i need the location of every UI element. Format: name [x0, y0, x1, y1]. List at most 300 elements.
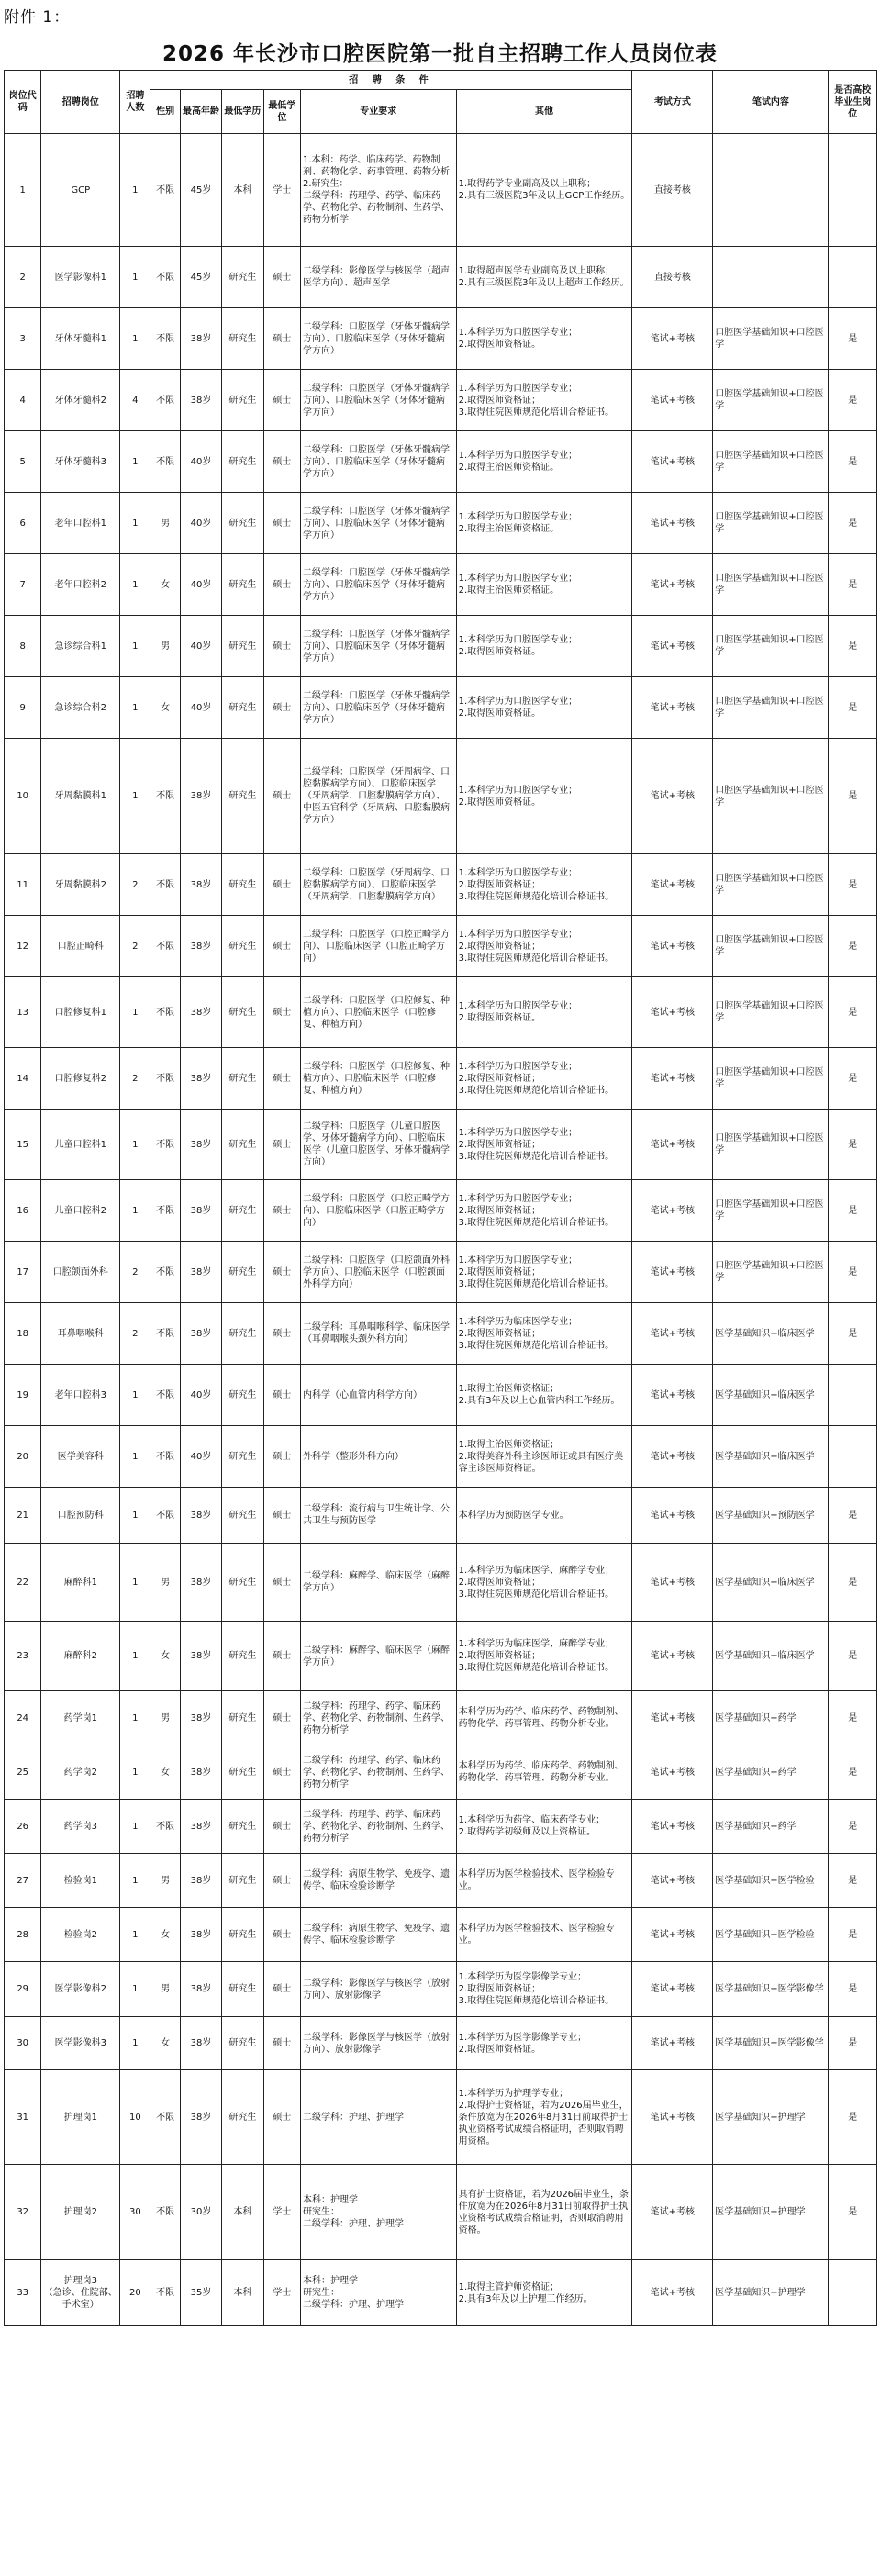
cell-code: 7: [5, 554, 41, 616]
table-row: [5, 554, 877, 616]
cell-written: 口腔医学基础知识+口腔医学: [713, 431, 829, 493]
cell-method: 笔试+考核: [632, 1800, 713, 1854]
cell-degree: 硕士: [263, 431, 300, 493]
table-row: [5, 1303, 877, 1365]
cell-count: 1: [120, 134, 150, 247]
cell-gender: 不限: [150, 1048, 180, 1110]
cell-other: 1.本科学历为临床医学专业； 2.取得医师资格证； 3.取得住院医师规范化培训合格证书。: [456, 1303, 632, 1365]
cell-method: 笔试+考核: [632, 1544, 713, 1622]
cell-edu: 研究生: [222, 308, 263, 370]
cell-major: 二级学科：麻醉学、临床医学（麻醉学方向）: [301, 1622, 457, 1691]
cell-gender: 男: [150, 1854, 180, 1908]
cell-major: 二级学科：流行病与卫生统计学、公共卫生与预防医学: [301, 1488, 457, 1544]
header-age: 最高年龄: [180, 90, 221, 134]
cell-count: 2: [120, 854, 150, 916]
cell-post: 老年口腔科3: [41, 1365, 120, 1426]
cell-other: 1.本科学历为口腔医学专业； 2.取得医师资格证； 3.取得住院医师规范化培训合格证书。: [456, 854, 632, 916]
table-row: [5, 1691, 877, 1745]
cell-post: 牙周黏膜科1: [41, 739, 120, 854]
cell-other: 1.本科学历为临床医学、麻醉学专业； 2.取得医师资格证； 3.取得住院医师规范化培训合格证书。: [456, 1544, 632, 1622]
cell-edu: 研究生: [222, 1908, 263, 1962]
cell-degree: 硕士: [263, 1854, 300, 1908]
table-row: [5, 1365, 877, 1426]
cell-age: 40岁: [180, 677, 221, 739]
cell-degree: 硕士: [263, 2017, 300, 2070]
cell-count: 1: [120, 2017, 150, 2070]
cell-degree: 硕士: [263, 1745, 300, 1800]
table-row: [5, 1180, 877, 1242]
cell-post: 牙体牙髓科2: [41, 370, 120, 431]
cell-count: 1: [120, 1622, 150, 1691]
cell-other: 本科学历为医学检验技术、医学检验专业。: [456, 1908, 632, 1962]
cell-count: 1: [120, 677, 150, 739]
cell-degree: 硕士: [263, 1544, 300, 1622]
cell-count: 1: [120, 1962, 150, 2017]
cell-other: 1.本科学历为口腔医学专业； 2.取得医师资格证； 3.取得住院医师规范化培训合格证书。: [456, 1180, 632, 1242]
cell-degree: 硕士: [263, 1908, 300, 1962]
attachment-label: 附件 1：: [4, 8, 71, 27]
cell-edu: 研究生: [222, 431, 263, 493]
cell-age: 38岁: [180, 370, 221, 431]
cell-other: 1.本科学历为口腔医学专业； 2.取得医师资格证； 3.取得住院医师规范化培训合格证书。: [456, 916, 632, 977]
cell-code: 5: [5, 431, 41, 493]
cell-post: 口腔颌面外科: [41, 1242, 120, 1303]
cell-count: 2: [120, 1048, 150, 1110]
cell-edu: 本科: [222, 134, 263, 247]
table-row: [5, 2070, 877, 2165]
cell-age: 30岁: [180, 2165, 221, 2260]
cell-count: 30: [120, 2165, 150, 2260]
cell-written: 医学基础知识+护理学: [713, 2070, 829, 2165]
cell-post: 医学美容科: [41, 1426, 120, 1488]
cell-written: 医学基础知识+医学检验: [713, 1908, 829, 1962]
cell-method: 笔试+考核: [632, 554, 713, 616]
cell-gender: 不限: [150, 134, 180, 247]
cell-method: 笔试+考核: [632, 1110, 713, 1180]
cell-code: 20: [5, 1426, 41, 1488]
cell-post: 口腔正畸科: [41, 916, 120, 977]
cell-other: 1.取得主管护师资格证； 2.具有3年及以上护理工作经历。: [456, 2260, 632, 2326]
cell-code: 26: [5, 1800, 41, 1854]
cell-other: 1.本科学历为口腔医学专业； 2.取得医师资格证； 3.取得住院医师规范化培训合格证书。: [456, 1048, 632, 1110]
table-row: [5, 2260, 877, 2326]
cell-age: 38岁: [180, 977, 221, 1048]
cell-degree: 硕士: [263, 247, 300, 308]
cell-written: [713, 247, 829, 308]
table-row: [5, 1622, 877, 1691]
cell-degree: 硕士: [263, 916, 300, 977]
positions-table: [4, 70, 877, 2326]
cell-code: 15: [5, 1110, 41, 1180]
cell-fresh: 是: [829, 2070, 877, 2165]
cell-post: 牙体牙髓科3: [41, 431, 120, 493]
table-row: [5, 247, 877, 308]
cell-written: 口腔医学基础知识+口腔医学: [713, 677, 829, 739]
cell-other: 1.本科学历为口腔医学专业； 2.取得医师资格证。: [456, 977, 632, 1048]
cell-gender: 男: [150, 1962, 180, 2017]
cell-code: 4: [5, 370, 41, 431]
cell-other: 1.本科学历为口腔医学专业； 2.取得主治医师资格证。: [456, 493, 632, 554]
header-degree: 最低学位: [263, 90, 300, 134]
cell-major: 1.本科：药学、临床药学、药物制剂、药物化学、药事管理、药物分析 2.研究生： 二级学科：药理学、药学、临床药学、药物化学、药物制剂、生药学、药物分析学: [301, 134, 457, 247]
cell-gender: 男: [150, 616, 180, 677]
cell-edu: 研究生: [222, 2017, 263, 2070]
cell-other: 1.本科学历为口腔医学专业； 2.取得医师资格证； 3.取得住院医师规范化培训合格证书。: [456, 1110, 632, 1180]
cell-other: 1.本科学历为口腔医学专业； 2.取得医师资格证。: [456, 308, 632, 370]
cell-post: 药学岗3: [41, 1800, 120, 1854]
cell-other: 1.本科学历为口腔医学专业； 2.取得医师资格证。: [456, 616, 632, 677]
cell-age: 40岁: [180, 616, 221, 677]
cell-gender: 不限: [150, 1488, 180, 1544]
cell-gender: 不限: [150, 854, 180, 916]
cell-gender: 不限: [150, 739, 180, 854]
cell-fresh: 是: [829, 1110, 877, 1180]
cell-fresh: 是: [829, 493, 877, 554]
cell-gender: 不限: [150, 1800, 180, 1854]
cell-gender: 女: [150, 677, 180, 739]
cell-fresh: [829, 134, 877, 247]
cell-edu: 研究生: [222, 854, 263, 916]
cell-code: 29: [5, 1962, 41, 2017]
cell-age: 38岁: [180, 1800, 221, 1854]
cell-fresh: [829, 1426, 877, 1488]
cell-fresh: 是: [829, 1908, 877, 1962]
cell-degree: 硕士: [263, 1691, 300, 1745]
header-major: 专业要求: [301, 90, 457, 134]
cell-gender: 男: [150, 493, 180, 554]
cell-method: 笔试+考核: [632, 616, 713, 677]
cell-age: 40岁: [180, 1365, 221, 1426]
cell-fresh: 是: [829, 1962, 877, 2017]
cell-method: 笔试+考核: [632, 677, 713, 739]
cell-gender: 不限: [150, 308, 180, 370]
cell-written: 医学基础知识+临床医学: [713, 1544, 829, 1622]
cell-written: 口腔医学基础知识+口腔医学: [713, 493, 829, 554]
cell-degree: 硕士: [263, 370, 300, 431]
cell-count: 1: [120, 493, 150, 554]
cell-major: 二级学科：药理学、药学、临床药学、药物化学、药物制剂、生药学、药物分析学: [301, 1691, 457, 1745]
cell-degree: 硕士: [263, 1962, 300, 2017]
cell-post: 检验岗2: [41, 1908, 120, 1962]
cell-count: 1: [120, 1800, 150, 1854]
cell-method: 笔试+考核: [632, 1962, 713, 2017]
cell-age: 40岁: [180, 1426, 221, 1488]
cell-method: 笔试+考核: [632, 493, 713, 554]
cell-count: 1: [120, 1908, 150, 1962]
cell-method: 笔试+考核: [632, 916, 713, 977]
cell-code: 19: [5, 1365, 41, 1426]
cell-major: 二级学科：口腔医学（牙体牙髓病学方向）、口腔临床医学（牙体牙髓病学方向）: [301, 308, 457, 370]
cell-post: 护理岗2: [41, 2165, 120, 2260]
cell-count: 2: [120, 916, 150, 977]
table-row: [5, 134, 877, 247]
table-row: [5, 1426, 877, 1488]
cell-method: 笔试+考核: [632, 2070, 713, 2165]
cell-degree: 硕士: [263, 1622, 300, 1691]
cell-written: 医学基础知识+药学: [713, 1745, 829, 1800]
cell-other: 1.本科学历为药学、临床药学专业； 2.取得药学初级师及以上资格证。: [456, 1800, 632, 1854]
cell-age: 38岁: [180, 2070, 221, 2165]
cell-code: 1: [5, 134, 41, 247]
cell-other: 1.本科学历为口腔医学专业； 2.取得医师资格证。: [456, 739, 632, 854]
cell-written: 医学基础知识+临床医学: [713, 1365, 829, 1426]
cell-code: 30: [5, 2017, 41, 2070]
cell-fresh: 是: [829, 616, 877, 677]
cell-written: 医学基础知识+临床医学: [713, 1622, 829, 1691]
table-row: [5, 1800, 877, 1854]
cell-gender: 不限: [150, 431, 180, 493]
cell-method: 笔试+考核: [632, 1303, 713, 1365]
cell-gender: 不限: [150, 370, 180, 431]
cell-degree: 硕士: [263, 1180, 300, 1242]
cell-written: 医学基础知识+临床医学: [713, 1426, 829, 1488]
table-row: [5, 616, 877, 677]
cell-count: 1: [120, 1488, 150, 1544]
header-post: 招聘岗位: [41, 71, 120, 134]
cell-edu: 研究生: [222, 677, 263, 739]
cell-post: 耳鼻咽喉科: [41, 1303, 120, 1365]
cell-gender: 不限: [150, 2165, 180, 2260]
cell-degree: 学士: [263, 134, 300, 247]
cell-edu: 研究生: [222, 916, 263, 977]
table-row: [5, 1488, 877, 1544]
table-row: [5, 1544, 877, 1622]
cell-method: 笔试+考核: [632, 1365, 713, 1426]
cell-age: 38岁: [180, 308, 221, 370]
cell-other: 1.本科学历为临床医学、麻醉学专业； 2.取得医师资格证； 3.取得住院医师规范化培训合格证书。: [456, 1622, 632, 1691]
cell-count: 1: [120, 1426, 150, 1488]
cell-age: 38岁: [180, 1544, 221, 1622]
cell-method: 直接考核: [632, 247, 713, 308]
table-row: [5, 1908, 877, 1962]
cell-other: 1.取得药学专业副高及以上职称； 2.具有三级医院3年及以上GCP工作经历。: [456, 134, 632, 247]
cell-written: 口腔医学基础知识+口腔医学: [713, 739, 829, 854]
cell-age: 40岁: [180, 431, 221, 493]
cell-major: 本科：护理学 研究生： 二级学科：护理、护理学: [301, 2165, 457, 2260]
header-gender: 性别: [150, 90, 180, 134]
table-row: [5, 739, 877, 854]
cell-other: 本科学历为药学、临床药学、药物制剂、药物化学、药事管理、药物分析专业。: [456, 1745, 632, 1800]
cell-method: 笔试+考核: [632, 1622, 713, 1691]
cell-major: 二级学科：口腔医学（牙周病学、口腔黏膜病学方向）、口腔临床医学（牙周病学、口腔黏膜病学方向）: [301, 854, 457, 916]
cell-degree: 硕士: [263, 1242, 300, 1303]
cell-gender: 不限: [150, 977, 180, 1048]
cell-other: 1.本科学历为口腔医学专业； 2.取得医师资格证； 3.取得住院医师规范化培训合格证书。: [456, 1242, 632, 1303]
cell-written: 口腔医学基础知识+口腔医学: [713, 916, 829, 977]
cell-edu: 研究生: [222, 1800, 263, 1854]
cell-code: 9: [5, 677, 41, 739]
cell-edu: 研究生: [222, 370, 263, 431]
cell-edu: 研究生: [222, 247, 263, 308]
cell-method: 笔试+考核: [632, 739, 713, 854]
cell-major: 二级学科：护理、护理学: [301, 2070, 457, 2165]
cell-fresh: 是: [829, 739, 877, 854]
cell-degree: 硕士: [263, 1110, 300, 1180]
cell-edu: 研究生: [222, 739, 263, 854]
cell-gender: 女: [150, 1908, 180, 1962]
cell-written: 口腔医学基础知识+口腔医学: [713, 1180, 829, 1242]
cell-fresh: 是: [829, 1303, 877, 1365]
cell-written: 口腔医学基础知识+口腔医学: [713, 1242, 829, 1303]
cell-written: 医学基础知识+医学检验: [713, 1854, 829, 1908]
cell-major: 二级学科：口腔医学（牙体牙髓病学方向）、口腔临床医学（牙体牙髓病学方向）: [301, 554, 457, 616]
cell-written: 口腔医学基础知识+口腔医学: [713, 616, 829, 677]
cell-post: 急诊综合科2: [41, 677, 120, 739]
cell-degree: 硕士: [263, 677, 300, 739]
cell-method: 笔试+考核: [632, 308, 713, 370]
cell-written: 口腔医学基础知识+口腔医学: [713, 308, 829, 370]
cell-written: 口腔医学基础知识+口腔医学: [713, 1048, 829, 1110]
cell-degree: 硕士: [263, 1488, 300, 1544]
cell-code: 33: [5, 2260, 41, 2326]
cell-major: 二级学科：口腔医学（牙体牙髓病学方向）、口腔临床医学（牙体牙髓病学方向）: [301, 431, 457, 493]
cell-major: 二级学科：口腔医学（牙体牙髓病学方向）、口腔临床医学（牙体牙髓病学方向）: [301, 677, 457, 739]
cell-degree: 硕士: [263, 2070, 300, 2165]
cell-other: 1.本科学历为护理学专业； 2.取得护士资格证，若为2026届毕业生，条件放宽为在2026年8月31日前取得护士执业资格考试成绩合格证明，否则取消聘用资格。: [456, 2070, 632, 2165]
cell-method: 笔试+考核: [632, 1854, 713, 1908]
cell-degree: 硕士: [263, 977, 300, 1048]
cell-method: 笔试+考核: [632, 370, 713, 431]
cell-gender: 不限: [150, 916, 180, 977]
cell-age: 38岁: [180, 1908, 221, 1962]
cell-major: 二级学科：麻醉学、临床医学（麻醉学方向）: [301, 1544, 457, 1622]
cell-post: 护理岗1: [41, 2070, 120, 2165]
cell-count: 1: [120, 308, 150, 370]
cell-age: 38岁: [180, 1303, 221, 1365]
cell-age: 38岁: [180, 739, 221, 854]
cell-age: 35岁: [180, 2260, 221, 2326]
cell-major: 二级学科：病原生物学、免疫学、遗传学、临床检验诊断学: [301, 1854, 457, 1908]
cell-count: 1: [120, 554, 150, 616]
cell-count: 1: [120, 1745, 150, 1800]
cell-post: 老年口腔科1: [41, 493, 120, 554]
cell-written: 医学基础知识+医学影像学: [713, 1962, 829, 2017]
cell-fresh: 是: [829, 1622, 877, 1691]
cell-gender: 男: [150, 1544, 180, 1622]
cell-major: 二级学科：口腔医学（牙体牙髓病学方向）、口腔临床医学（牙体牙髓病学方向）: [301, 616, 457, 677]
cell-edu: 研究生: [222, 616, 263, 677]
page-title: 2026 年长沙市口腔医院第一批自主招聘工作人员岗位表: [162, 42, 718, 66]
cell-code: 25: [5, 1745, 41, 1800]
cell-major: 二级学科：口腔医学（牙周病学、口腔黏膜病学方向）、口腔临床医学（牙周病学、口腔黏膜病学方向）、中医五官科学（牙周病、口腔黏膜病学方向）: [301, 739, 457, 854]
table-row: [5, 1854, 877, 1908]
cell-code: 10: [5, 739, 41, 854]
cell-code: 21: [5, 1488, 41, 1544]
cell-major: 二级学科：影像医学与核医学（放射方向）、放射影像学: [301, 2017, 457, 2070]
cell-major: 二级学科：口腔医学（儿童口腔医学、牙体牙髓病学方向）、口腔临床医学（儿童口腔医学、牙体牙髓病学方向）: [301, 1110, 457, 1180]
cell-major: 二级学科：口腔医学（牙体牙髓病学方向）、口腔临床医学（牙体牙髓病学方向）: [301, 370, 457, 431]
cell-count: 20: [120, 2260, 150, 2326]
cell-major: 二级学科：药理学、药学、临床药学、药物化学、药物制剂、生药学、药物分析学: [301, 1745, 457, 1800]
cell-code: 12: [5, 916, 41, 977]
cell-method: 笔试+考核: [632, 1488, 713, 1544]
cell-other: 本科学历为医学检验技术、医学检验专业。: [456, 1854, 632, 1908]
cell-age: 38岁: [180, 1180, 221, 1242]
cell-edu: 研究生: [222, 1180, 263, 1242]
cell-gender: 女: [150, 1745, 180, 1800]
cell-fresh: [829, 247, 877, 308]
cell-other: 1.本科学历为口腔医学专业； 2.取得医师资格证； 3.取得住院医师规范化培训合格证书。: [456, 370, 632, 431]
cell-edu: 研究生: [222, 1854, 263, 1908]
table-row: [5, 2165, 877, 2260]
cell-method: 笔试+考核: [632, 431, 713, 493]
cell-other: 1.本科学历为医学影像学专业； 2.取得医师资格证； 3.取得住院医师规范化培训合格证书。: [456, 1962, 632, 2017]
cell-code: 18: [5, 1303, 41, 1365]
cell-method: 笔试+考核: [632, 1745, 713, 1800]
cell-count: 10: [120, 2070, 150, 2165]
cell-fresh: 是: [829, 1691, 877, 1745]
cell-degree: 硕士: [263, 1800, 300, 1854]
cell-count: 1: [120, 247, 150, 308]
cell-count: 1: [120, 977, 150, 1048]
cell-method: 笔试+考核: [632, 1426, 713, 1488]
cell-post: 医学影像科1: [41, 247, 120, 308]
cell-degree: 硕士: [263, 554, 300, 616]
cell-count: 1: [120, 1854, 150, 1908]
cell-other: 1.本科学历为口腔医学专业； 2.取得主治医师资格证。: [456, 431, 632, 493]
cell-written: 医学基础知识+医学影像学: [713, 2017, 829, 2070]
cell-other: 1.本科学历为口腔医学专业； 2.取得医师资格证。: [456, 677, 632, 739]
table-row: [5, 370, 877, 431]
table-row: [5, 493, 877, 554]
cell-age: 45岁: [180, 247, 221, 308]
cell-count: 1: [120, 739, 150, 854]
cell-fresh: 是: [829, 977, 877, 1048]
cell-code: 13: [5, 977, 41, 1048]
table-row: [5, 1048, 877, 1110]
cell-fresh: 是: [829, 1488, 877, 1544]
table-row: [5, 854, 877, 916]
cell-edu: 本科: [222, 2260, 263, 2326]
cell-fresh: 是: [829, 1854, 877, 1908]
cell-code: 2: [5, 247, 41, 308]
cell-major: 二级学科：药理学、药学、临床药学、药物化学、药物制剂、生药学、药物分析学: [301, 1800, 457, 1854]
cell-gender: 女: [150, 1622, 180, 1691]
table-row: [5, 431, 877, 493]
cell-age: 38岁: [180, 1048, 221, 1110]
cell-other: 1.取得超声医学专业副高及以上职称； 2.具有三级医院3年及以上超声工作经历。: [456, 247, 632, 308]
cell-edu: 研究生: [222, 1242, 263, 1303]
header-written: 笔试内容: [713, 71, 829, 134]
cell-gender: 不限: [150, 1365, 180, 1426]
cell-edu: 研究生: [222, 977, 263, 1048]
cell-edu: 研究生: [222, 2070, 263, 2165]
cell-fresh: 是: [829, 916, 877, 977]
cell-written: 口腔医学基础知识+口腔医学: [713, 977, 829, 1048]
cell-fresh: 是: [829, 1048, 877, 1110]
cell-major: 二级学科：影像医学与核医学（超声医学方向）、超声医学: [301, 247, 457, 308]
cell-degree: 硕士: [263, 739, 300, 854]
cell-code: 28: [5, 1908, 41, 1962]
cell-post: 儿童口腔科1: [41, 1110, 120, 1180]
table-row: [5, 308, 877, 370]
cell-degree: 学士: [263, 2260, 300, 2326]
cell-count: 1: [120, 1365, 150, 1426]
table-row: [5, 1110, 877, 1180]
table-row: [5, 1962, 877, 2017]
cell-written: 医学基础知识+临床医学: [713, 1303, 829, 1365]
cell-age: 38岁: [180, 1110, 221, 1180]
cell-edu: 研究生: [222, 1303, 263, 1365]
cell-fresh: 是: [829, 554, 877, 616]
cell-degree: 硕士: [263, 1426, 300, 1488]
cell-age: 38岁: [180, 1488, 221, 1544]
cell-count: 1: [120, 616, 150, 677]
table-body: [5, 134, 877, 2326]
cell-major: 外科学（整形外科方向）: [301, 1426, 457, 1488]
cell-other: 1.取得主治医师资格证； 2.取得美容外科主诊医师证或具有医疗美容主诊医师资格证。: [456, 1426, 632, 1488]
cell-code: 32: [5, 2165, 41, 2260]
